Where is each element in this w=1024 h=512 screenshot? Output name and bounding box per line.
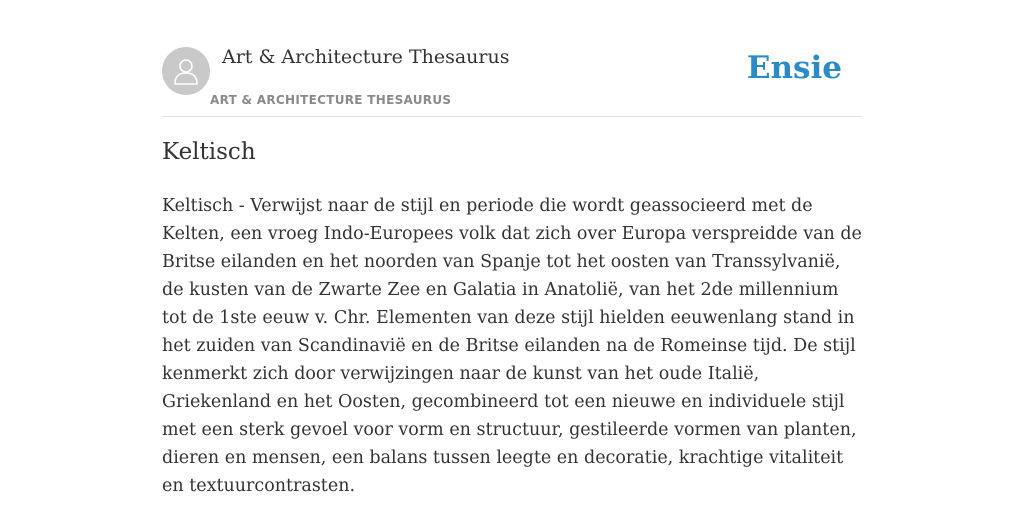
definition-text: Keltisch - Verwijst naar de stijl en periode die wordt geassocieerd met de Kelten, een vroeg Indo-Europees volk dat zich over Europa verspreidde van de Britse eilanden en het noorden van Spanje tot het oosten van Transsylvanië, de kusten van de Zwarte Zee en Galatia in Anatolië, van het 2de millennium tot de 1ste eeuw v. Chr. Elementen van deze stijl hielden eeuwenlang stand in het zuiden van Scandinavië en de Britse eilanden na de Romeinse tijd. De stijl kenmerkt zich door verwijzingen naar de kunst van het oude Italië, Griekenland en het Oosten, gecombineerd tot een nieuwe en individuele stijl met een sterk gevoel voor vorm en structuur, gestileerde vormen van planten, dieren en mensen, een balans tussen leegte en decoratie, krachtige vitaliteit en textuurcontrasten. [162, 196, 862, 496]
source-subtitle[interactable]: ART & ARCHITECTURE THESAURUS [210, 93, 452, 107]
header [162, 46, 862, 117]
brand-logo[interactable]: Ensie [746, 50, 842, 86]
avatar[interactable] [162, 47, 210, 95]
page-title: Keltisch [162, 139, 256, 165]
user-silhouette-icon [173, 57, 199, 85]
source-title[interactable]: Art & Architecture Thesaurus [222, 46, 510, 68]
